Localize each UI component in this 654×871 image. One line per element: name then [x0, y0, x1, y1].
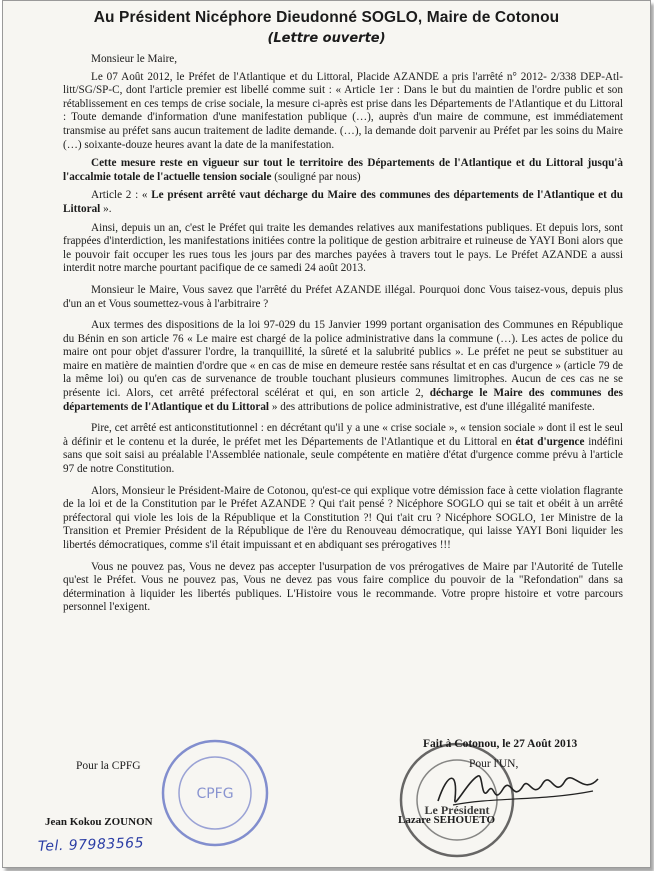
paragraph-2-bold: Cette mesure reste en vigueur sur tout le territoire des Départements de l'Atlantique et du Littoral jusqu'à l'accalmie totale de l'actuelle tension sociale — [63, 157, 623, 183]
paragraph-4: Ainsi, depuis un an, c'est le Préfet qui traite les demandes relatives aux manifestations publiques. Et depuis lors, sont frappées d'interdiction, les manifestations initiées contre la politique de gestion arbitraire et ruineuse de YAYI Boni alors que le pouvoir fait occuper les rues tous les jours par des marches payées à travers tout le pays. Le Préfet AZANDE a aussi interdit notre marche pourtant pacifique de ce samedi 24 août 2013. — [63, 221, 623, 275]
paragraph-2-note: (souligné par nous) — [271, 170, 361, 183]
left-signatory-name: Jean Kokou ZOUNON — [45, 816, 153, 828]
paragraph-3-end: ». — [100, 202, 112, 215]
paragraph-1: Le 07 Août 2012, le Préfet de l'Atlantique et du Littoral, Placide AZANDE a pris l'arrêté n° 2012- 2/338 DEP-Atl-litt/SG/SP-C, dont l'article premier est libellé comme suit : « Article 1er : Dans le but du maintien de l'ordre public et son rétablissement en ces temps de crise sociale, la mesure ci-après est prise dans les Départements de l'Atlantique et du Littoral : Toute demande d'information d'une manifestation publique (…), auprès d'un maire de commune, est immédiatement transmise au préfet sans aucun traitement de ladite demande. (…), la demande doit parvenir au Préfet par les soins du Maire (…) soixante-douze heures avant la date de la manifestation. — [63, 70, 623, 151]
paragraph-2 — [63, 157, 623, 184]
paragraph-6-end: » des attributions de police administrative, est d'une illégalité manifeste. — [269, 400, 595, 413]
paragraph-5: Monsieur le Maire, Vous savez que l'arrêté du Préfet AZANDE illégal. Pourquoi donc Vous taisez-vous, depuis plus d'un an et Vous soumettez-vous à l'arbitraire ? — [63, 283, 623, 310]
paragraph-7-end: indéfini sans que soit saisi au préalable l'Assemblée nationale, seule compétente en matière d'état d'urgence comme prévu à l'article 97 de notre Constitution. — [63, 435, 623, 476]
paragraph-3 — [63, 189, 623, 216]
paragraph-6-start: Aux termes des dispositions de la loi 97-029 du 15 Janvier 1999 portant organisation des Communes en République du Bénin en son article 76 « Le maire est chargé de la police administrative dans la commune (…). Les actes de police du maire ont pour objet d'assurer l'ordre, la tranquillité, la sûreté et la salubrité publics ». Le préfet ne peut se substituer au maire en matière de maintien d'ordre que « en cas de mise en demeure restée sans résultat et en cas d'urgence » (article 79 de la même loi) ou qu'en cas de survenance de trouble touchant plusieurs communes limitrophes. Aucun de ces cas ne se présente ici. Alors, cet arrêté préfectoral scélérat et qui, en son article 2, — [63, 319, 623, 400]
un-stamp-label: Le Président — [424, 803, 490, 817]
paragraph-6-bold: décharge le Maire des communes des départements de l'Atlantique et du Littoral — [63, 387, 623, 413]
letter-body — [63, 53, 623, 623]
paragraph-3-start: Article 2 : « — [91, 189, 152, 202]
cpfg-stamp-label: CPFG — [196, 786, 234, 802]
left-signatory-org: Pour la CPFG — [76, 760, 141, 772]
paragraph-6 — [63, 319, 623, 414]
paragraph-7-bold: état d'urgence — [515, 435, 585, 448]
letter-sheet — [2, 0, 651, 868]
paragraph-8: Alors, Monsieur le Président-Maire de Cotonou, qu'est-ce qui explique votre démission face à cette violation flagrante de la loi et de la Constitution par le Préfet AZANDE ? Qui t'ait pensé ? Nicéphore SOGLO qui se tait et obéit à un arrêté préfectoral qui viole les lois de la République et la Constitution ?! Qui t'ait cru ? Nicéphore SOGLO, 1er Ministre de la Transition et Premier Président de la République de l'ère du Renouveau démocratique, qui laisse YAYI Boni liquider les libertés démocratiques, comme s'il était impuissant et en abdiquant ses prérogatives !!! — [63, 484, 623, 551]
letter-title: Au Président Nicéphore Dieudonné SOGLO, Maire de Cotonou — [93, 9, 560, 26]
paragraph-3-bold: Le présent arrêté vaut décharge du Maire des communes des départements de l'Atlantique et du Littoral — [63, 189, 623, 215]
letter-subtitle: (Lettre ouverte) — [267, 31, 386, 46]
paragraph-9: Vous ne pouvez pas, Vous ne devez pas accepter l'usurpation de vos prérogatives de Maire par l'Autorité de Tutelle qu'est le Préfet. Vous ne pouvez pas, Vous ne devez pas vous faire complice du pouvoir de la "Refondation" dans sa détermination à liquider les libertés publiques. L'Histoire vous le recommande. Votre propre histoire et votre parcours personnel l'exigent. — [63, 560, 623, 614]
right-signatory-name: Lazare SEHOUETO — [398, 814, 496, 826]
date-line: Fait à Cotonou, le 27 Août 2013 — [423, 738, 578, 750]
handwritten-signature — [433, 761, 603, 821]
salutation: Monsieur le Maire, — [91, 53, 178, 65]
cpfg-stamp — [158, 736, 273, 851]
right-signatory-org: Pour l'UN, — [469, 758, 519, 770]
handwritten-phone: Tel. 97983565 — [37, 835, 145, 855]
paragraph-7 — [63, 422, 623, 476]
paragraph-7-start: Pire, cet arrêté est anticonstitutionnel : en décrétant qu'il y a une « crise sociale », « tension sociale » dont il est le seul à définir et le contenu et la durée, le préfet met les Départements de l'Atlantique et du Littoral en — [63, 422, 623, 448]
